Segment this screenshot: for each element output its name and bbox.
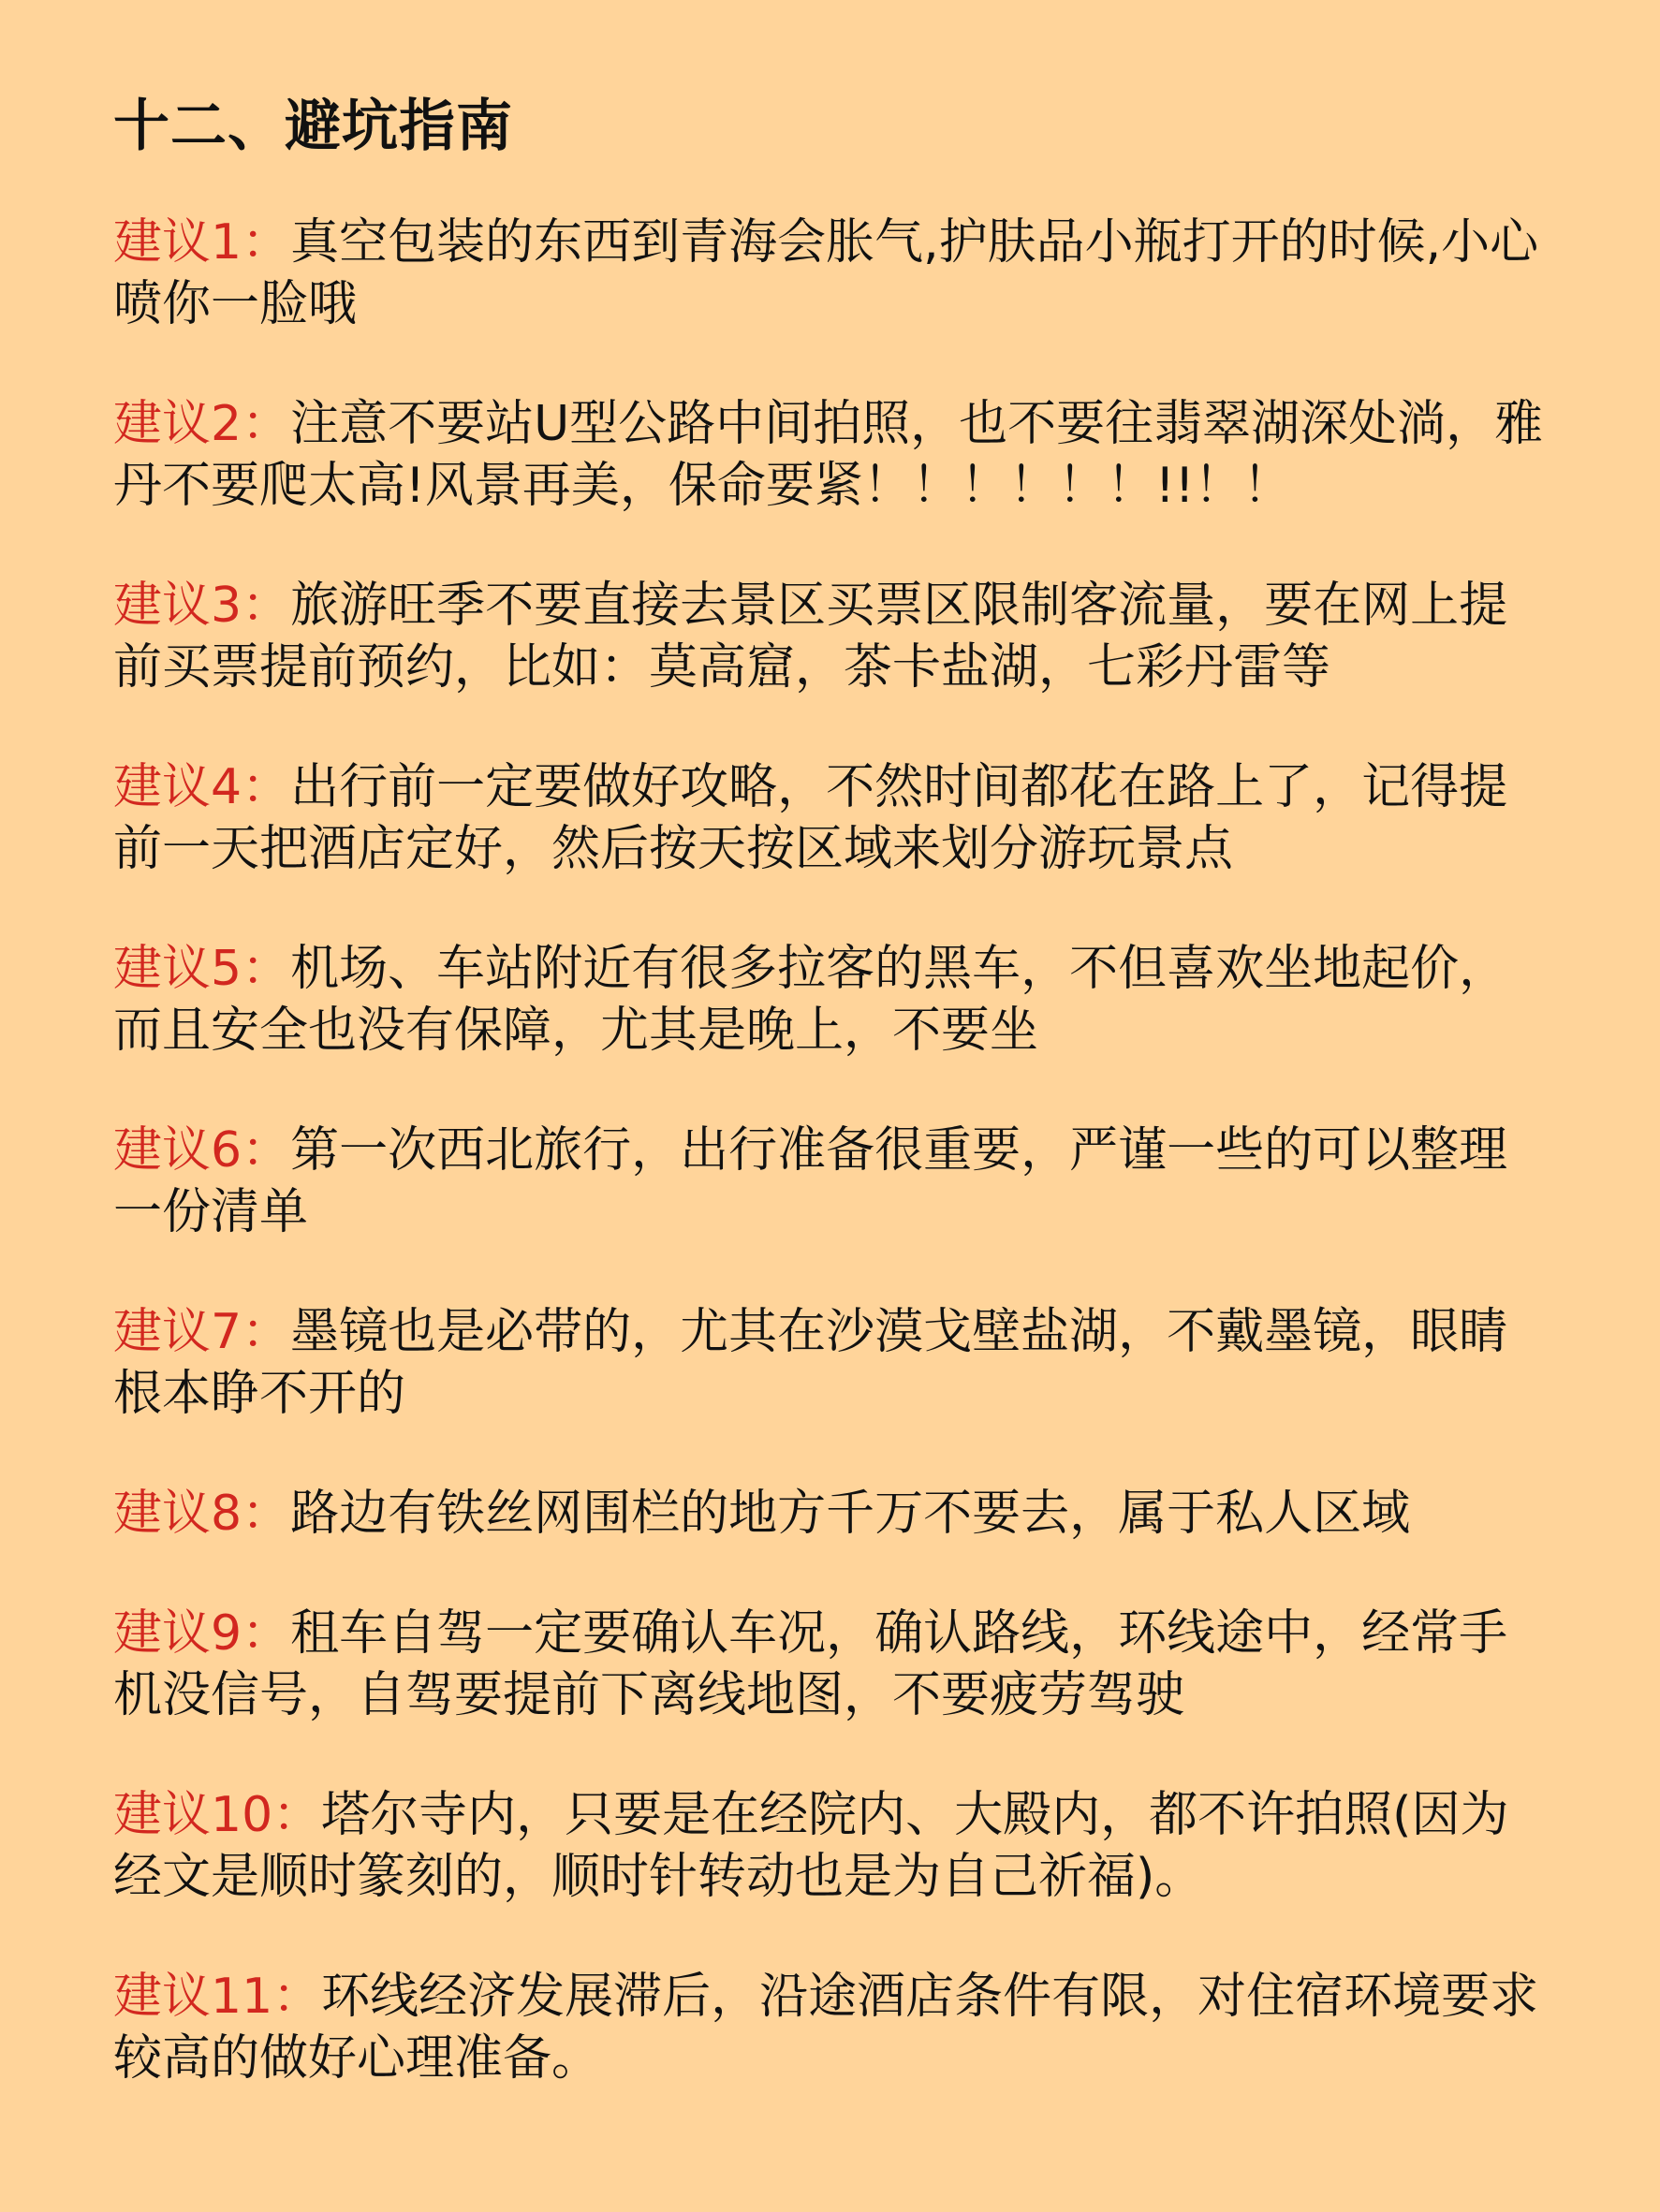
tip-item-2	[113, 393, 1550, 517]
page-title: 十二、避坑指南	[113, 94, 513, 159]
tip-item-5	[113, 938, 1550, 1062]
tip-item-6	[113, 1120, 1550, 1243]
tip-text: 注意不要站U型公路中间拍照，也不要往翡翠湖深处淌，雅丹不要爬太高!风景再美，保命要紧！！！！！！!!！！	[113, 396, 1544, 514]
tip-text: 旅游旺季不要直接去景区买票区限制客流量，要在网上提前买票提前预约，比如：莫高窟，茶卡盐湖，七彩丹雷等	[113, 578, 1508, 696]
tip-label: 建议10：	[113, 1787, 322, 1843]
tip-label: 建议6：	[113, 1122, 291, 1179]
tip-text: 机场、车站附近有很多拉客的黑车，不但喜欢坐地起价，而且安全也没有保障，尤其是晚上，不要坐	[113, 941, 1508, 1059]
tip-item-9	[113, 1603, 1550, 1726]
tip-item-7	[113, 1301, 1550, 1425]
tip-text: 墨镜也是必带的，尤其在沙漠戈壁盐湖，不戴墨镜，眼睛根本睁不开的	[113, 1304, 1508, 1422]
tip-label: 建议5：	[113, 941, 291, 997]
tip-text: 真空包装的东西到青海会胀气,护肤品小瓶打开的时候,小心喷你一脸哦	[113, 214, 1539, 332]
tip-label: 建议2：	[113, 396, 291, 452]
tip-text: 第一次西北旅行，出行准备很重要，严谨一些的可以整理一份清单	[113, 1122, 1508, 1240]
tip-text: 出行前一定要做好攻略，不然时间都花在路上了，记得提前一天把酒店定好，然后按天按区域来划分游玩景点	[113, 759, 1508, 877]
tip-label: 建议8：	[113, 1486, 291, 1542]
tip-label: 建议7：	[113, 1304, 291, 1360]
tip-text: 租车自驾一定要确认车况，确认路线，环线途中，经常手机没信号，自驾要提前下离线地图，不要疲劳驾驶	[113, 1605, 1508, 1723]
tip-item-1	[113, 212, 1550, 335]
tip-item-11	[113, 1966, 1550, 2089]
tip-label: 建议1：	[113, 214, 291, 271]
tip-label: 建议4：	[113, 759, 291, 815]
tip-text: 环线经济发展滞后，沿途酒店条件有限，对住宿环境要求较高的做好心理准备。	[113, 1969, 1539, 2087]
tip-label: 建议11：	[113, 1969, 322, 2025]
tip-item-4	[113, 756, 1550, 880]
tip-item-3	[113, 575, 1550, 698]
tip-text: 塔尔寺内，只要是在经院内、大殿内，都不许拍照(因为经文是顺时篆刻的，顺时针转动也是为自己祈福)。	[113, 1787, 1509, 1905]
tip-text: 路边有铁丝网围栏的地方千万不要去，属于私人区域	[290, 1486, 1411, 1542]
tips-list	[113, 212, 1550, 2089]
tip-item-8	[113, 1483, 1550, 1545]
tip-label: 建议9：	[113, 1605, 291, 1662]
tip-label: 建议3：	[113, 578, 291, 634]
tip-item-10	[113, 1784, 1550, 1908]
